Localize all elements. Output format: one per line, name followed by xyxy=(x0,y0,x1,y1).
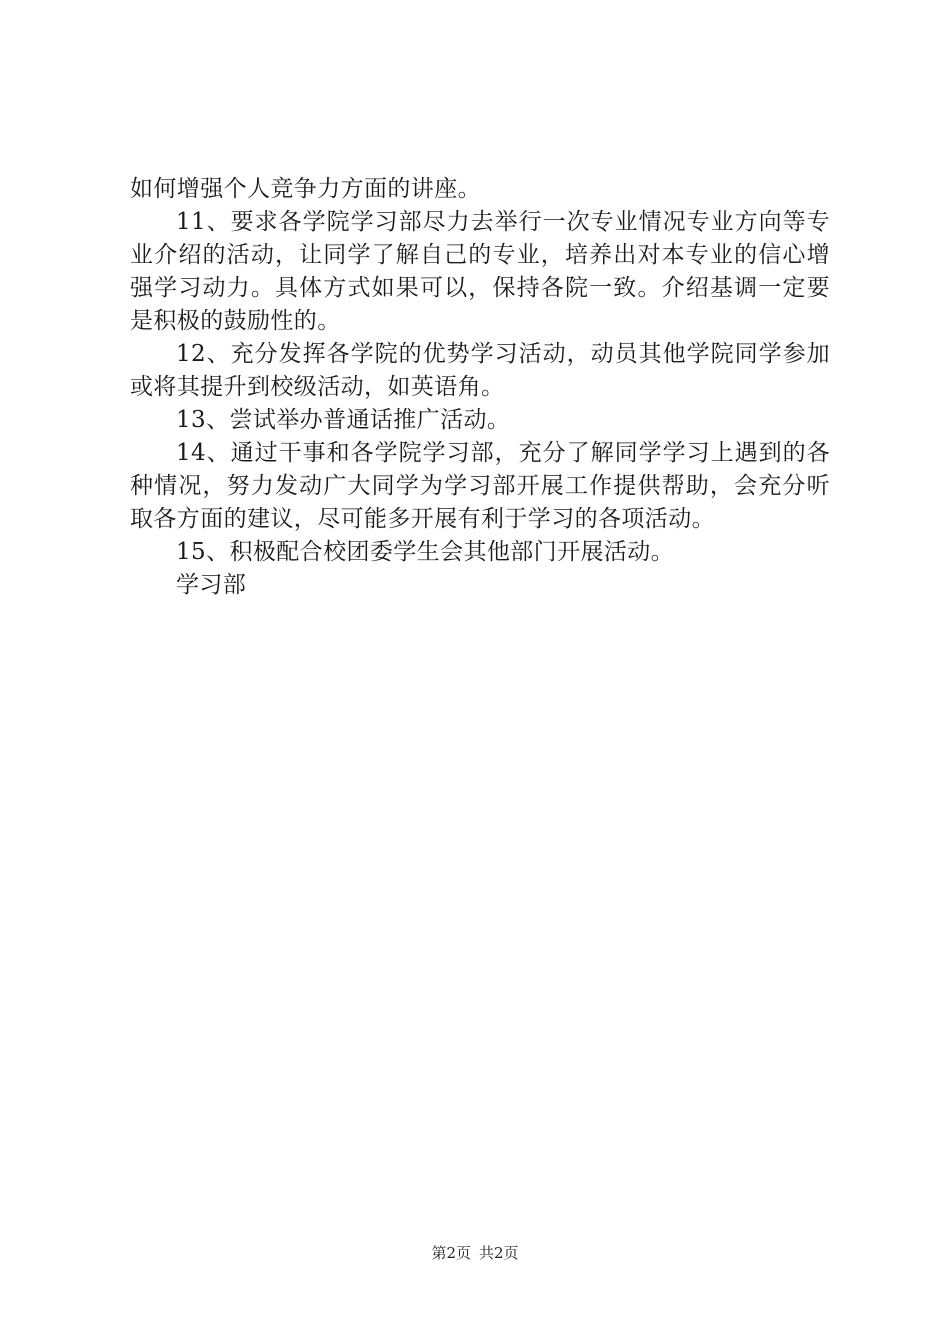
page-number: 第2页 xyxy=(431,1244,471,1262)
paragraph-continuation: 如何增强个人竞争力方面的讲座。 xyxy=(130,176,481,202)
paragraph-item-12: 12、充分发挥各学院的优势学习活动，动员其他学院同学参加或将其提升到校级活动，如英语角。 xyxy=(130,341,830,400)
signature: 学习部 xyxy=(176,572,247,598)
paragraph-item-14: 14、通过干事和各学院学习部，充分了解同学学习上遇到的各种情况，努力发动广大同学为学习部开展工作提供帮助，会充分听取各方面的建议，尽可能多开展有利于学习的各项活动。 xyxy=(130,440,830,532)
document-body xyxy=(130,173,830,602)
paragraph-item-11: 11、要求各学院学习部尽力去举行一次专业情况专业方向等专业介绍的活动，让同学了解自己的专业，培养出对本专业的信心增强学习动力。具体方式如果可以，保持各院一致。介绍基调一定要是积极的鼓励性的。 xyxy=(130,209,830,334)
paragraph-item-15: 15、积极配合校团委学生会其他部门开展活动。 xyxy=(176,539,675,565)
page-footer xyxy=(0,1243,950,1263)
page-total: 共2页 xyxy=(479,1244,519,1262)
paragraph-item-13: 13、尝试举办普通话推广活动。 xyxy=(176,407,511,433)
